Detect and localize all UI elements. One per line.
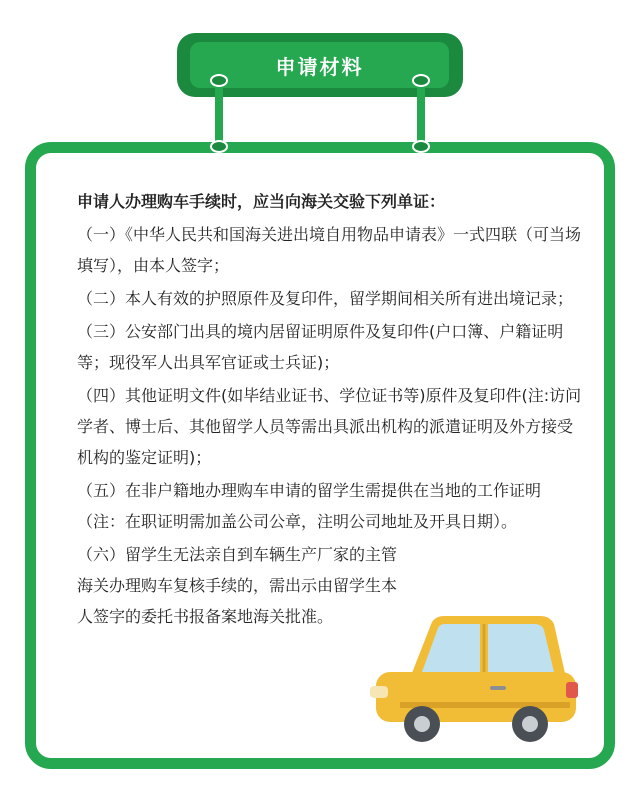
hanger-knob-top-right — [412, 74, 430, 87]
yellow-car-icon — [370, 608, 580, 744]
document-body — [77, 186, 582, 634]
list-item: （四）其他证明文件(如毕结业证书、学位证书等)原件及复印件(注:访问学者、博士后、其他留学人员等需出具派出机构的派遣证明及外方接受机构的鉴定证明)； — [77, 386, 582, 467]
hanger-knob-top-left — [210, 74, 228, 87]
page-title: 申请材料 — [275, 54, 364, 79]
list-item: （一）《中华人民共和国海关进出境自用物品申请表》一式四联（可当场填写），由本人签字； — [77, 225, 582, 275]
list-item: （三）公安部门出具的境内居留证明原件及复印件(户口簿、户籍证明等；现役军人出具军官证或士兵证)； — [77, 322, 564, 372]
hanger-knob-bottom-left — [210, 140, 228, 153]
list-item: （六）留学生无法亲自到车辆生产厂家的主管海关办理购车复核手续的，需出示由留学生本人签字的委托书报备案地海关批准。 — [77, 545, 398, 626]
list-item: （五）在非户籍地办理购车申请的留学生需提供在当地的工作证明（注：在职证明需加盖公司公章，注明公司地址及开具日期）。 — [77, 481, 542, 531]
list-item: （二）本人有效的护照原件及复印件，留学期间相关所有进出境记录； — [77, 289, 574, 308]
document-heading: 申请人办理购车手续时，应当向海关交验下列单证： — [77, 192, 446, 211]
hanger-post-right — [417, 79, 425, 149]
hanger-knob-bottom-right — [412, 140, 430, 153]
hanger-post-left — [215, 79, 223, 149]
title-plaque — [190, 42, 449, 88]
